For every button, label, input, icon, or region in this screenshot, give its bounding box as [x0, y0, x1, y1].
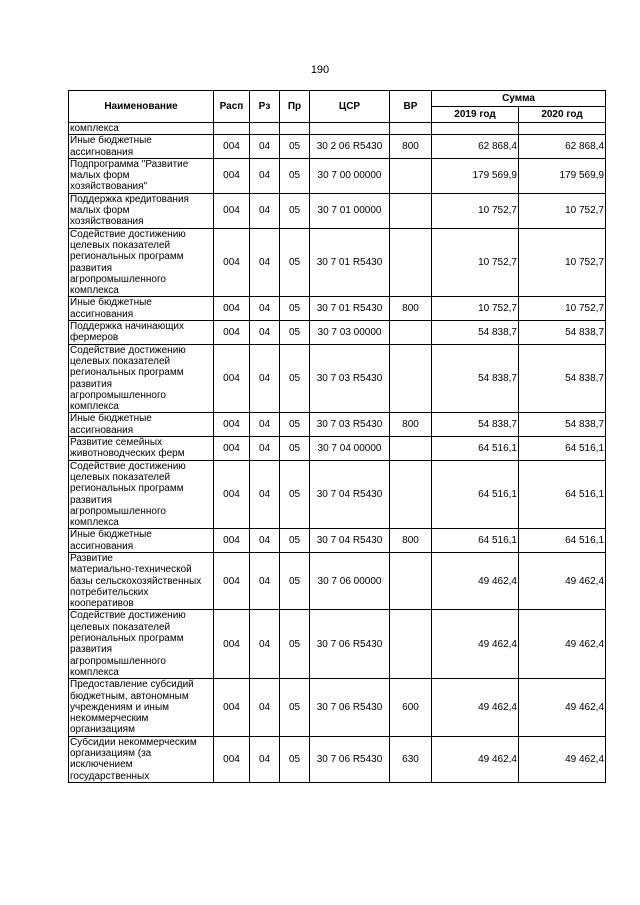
- cell-name: Развитие материально-технической базы сельскохозяйственных потребительских кооперативов: [69, 552, 214, 609]
- table-row: [69, 679, 606, 736]
- cell-csr: 30 7 06 R5430: [310, 736, 390, 782]
- cell-name: Поддержка начинающих фермеров: [69, 321, 214, 345]
- cell-rz: 04: [250, 297, 280, 321]
- cell-csr: [310, 123, 390, 135]
- cell-2019: 49 462,4: [432, 552, 519, 609]
- cell-rasp: 004: [214, 344, 250, 413]
- cell-2019: 62 868,4: [432, 135, 519, 159]
- cell-rz: 04: [250, 610, 280, 679]
- cell-2020: 54 838,7: [519, 413, 606, 437]
- cell-csr: 30 2 06 R5430: [310, 135, 390, 159]
- cell-2020: 64 516,1: [519, 460, 606, 529]
- header-2019: 2019 год: [432, 107, 519, 123]
- cell-2019: 49 462,4: [432, 736, 519, 782]
- cell-rz: 04: [250, 158, 280, 193]
- cell-name: Подпрограмма "Развитие малых форм хозяйствования": [69, 158, 214, 193]
- cell-csr: 30 7 01 R5430: [310, 228, 390, 297]
- cell-vr: [390, 437, 432, 461]
- header-name: Наименование: [69, 91, 214, 123]
- cell-2019: 64 516,1: [432, 437, 519, 461]
- table-row: [69, 736, 606, 782]
- cell-2020: 179 569,9: [519, 158, 606, 193]
- cell-pr: 05: [280, 437, 310, 461]
- cell-pr: 05: [280, 529, 310, 553]
- cell-name: Иные бюджетные ассигнования: [69, 413, 214, 437]
- cell-pr: 05: [280, 158, 310, 193]
- cell-2020: 10 752,7: [519, 193, 606, 228]
- cell-vr: 600: [390, 679, 432, 736]
- cell-rasp: 004: [214, 529, 250, 553]
- cell-pr: 05: [280, 610, 310, 679]
- cell-pr: 05: [280, 460, 310, 529]
- cell-2020: 49 462,4: [519, 679, 606, 736]
- cell-2020: 64 516,1: [519, 529, 606, 553]
- cell-vr: 800: [390, 297, 432, 321]
- cell-2019: [432, 123, 519, 135]
- cell-vr: 800: [390, 529, 432, 553]
- cell-pr: 05: [280, 228, 310, 297]
- cell-2019: 10 752,7: [432, 297, 519, 321]
- cell-rz: 04: [250, 529, 280, 553]
- cell-vr: [390, 552, 432, 609]
- cell-rasp: 004: [214, 413, 250, 437]
- cell-vr: 800: [390, 135, 432, 159]
- cell-rasp: 004: [214, 321, 250, 345]
- cell-csr: 30 7 03 00000: [310, 321, 390, 345]
- cell-2019: 179 569,9: [432, 158, 519, 193]
- cell-rz: 04: [250, 321, 280, 345]
- table-row: [69, 158, 606, 193]
- cell-pr: [280, 123, 310, 135]
- cell-2020: [519, 123, 606, 135]
- table-row: [69, 529, 606, 553]
- cell-name: комплекса: [69, 123, 214, 135]
- cell-csr: 30 7 04 R5430: [310, 529, 390, 553]
- cell-2020: 49 462,4: [519, 736, 606, 782]
- cell-2020: 62 868,4: [519, 135, 606, 159]
- cell-name: Содействие достижению целевых показателей региональных программ развития агропромышленного комплекса: [69, 460, 214, 529]
- cell-csr: 30 7 01 00000: [310, 193, 390, 228]
- cell-rasp: 004: [214, 135, 250, 159]
- cell-rz: [250, 123, 280, 135]
- cell-pr: 05: [280, 344, 310, 413]
- cell-name: Содействие достижению целевых показателей региональных программ развития агропромышленного комплекса: [69, 610, 214, 679]
- cell-rz: 04: [250, 437, 280, 461]
- cell-vr: 800: [390, 413, 432, 437]
- cell-csr: 30 7 03 R5430: [310, 344, 390, 413]
- cell-rasp: 004: [214, 437, 250, 461]
- cell-rz: 04: [250, 135, 280, 159]
- cell-pr: 05: [280, 736, 310, 782]
- cell-rz: 04: [250, 413, 280, 437]
- cell-vr: [390, 123, 432, 135]
- cell-name: Развитие семейных животноводческих ферм: [69, 437, 214, 461]
- cell-rasp: 004: [214, 610, 250, 679]
- table-row: [69, 135, 606, 159]
- budget-table: [68, 90, 606, 783]
- header-sum: Сумма: [432, 91, 606, 107]
- cell-vr: [390, 158, 432, 193]
- cell-csr: 30 7 04 00000: [310, 437, 390, 461]
- page-number: 190: [310, 64, 330, 76]
- cell-rz: 04: [250, 736, 280, 782]
- cell-vr: [390, 460, 432, 529]
- cell-name: Иные бюджетные ассигнования: [69, 529, 214, 553]
- cell-csr: 30 7 06 R5430: [310, 610, 390, 679]
- cell-2020: 10 752,7: [519, 297, 606, 321]
- cell-rasp: 004: [214, 552, 250, 609]
- table-body: [69, 123, 606, 783]
- cell-2019: 64 516,1: [432, 529, 519, 553]
- cell-2019: 54 838,7: [432, 344, 519, 413]
- table-row: [69, 437, 606, 461]
- table-row: [69, 193, 606, 228]
- cell-2020: 49 462,4: [519, 610, 606, 679]
- table-row: [69, 552, 606, 609]
- cell-vr: [390, 344, 432, 413]
- cell-2019: 49 462,4: [432, 610, 519, 679]
- cell-csr: 30 7 00 00000: [310, 158, 390, 193]
- cell-rz: 04: [250, 344, 280, 413]
- cell-rasp: 004: [214, 158, 250, 193]
- cell-pr: 05: [280, 552, 310, 609]
- cell-name: Содействие достижению целевых показателей региональных программ развития агропромышленного комплекса: [69, 344, 214, 413]
- header-pr: Пр: [280, 91, 310, 123]
- cell-rasp: 004: [214, 297, 250, 321]
- table-row: [69, 228, 606, 297]
- header-2020: 2020 год: [519, 107, 606, 123]
- cell-rz: 04: [250, 193, 280, 228]
- cell-rasp: 004: [214, 193, 250, 228]
- cell-vr: 630: [390, 736, 432, 782]
- table-row: [69, 610, 606, 679]
- cell-2019: 54 838,7: [432, 413, 519, 437]
- cell-pr: 05: [280, 135, 310, 159]
- table-row: [69, 297, 606, 321]
- cell-2019: 10 752,7: [432, 228, 519, 297]
- cell-csr: 30 7 06 00000: [310, 552, 390, 609]
- cell-vr: [390, 193, 432, 228]
- table-row: [69, 123, 606, 135]
- cell-name: Иные бюджетные ассигнования: [69, 135, 214, 159]
- cell-rasp: 004: [214, 679, 250, 736]
- cell-2020: 64 516,1: [519, 437, 606, 461]
- cell-csr: 30 7 01 R5430: [310, 297, 390, 321]
- cell-pr: 05: [280, 679, 310, 736]
- cell-pr: 05: [280, 193, 310, 228]
- cell-name: Иные бюджетные ассигнования: [69, 297, 214, 321]
- cell-name: Содействие достижению целевых показателей региональных программ развития агропромышленного комплекса: [69, 228, 214, 297]
- cell-name: Субсидии некоммерческим организациям (за исключением государственных: [69, 736, 214, 782]
- header-csr: ЦСР: [310, 91, 390, 123]
- cell-2019: 54 838,7: [432, 321, 519, 345]
- table-row: [69, 460, 606, 529]
- cell-2020: 49 462,4: [519, 552, 606, 609]
- cell-vr: [390, 321, 432, 345]
- cell-rz: 04: [250, 679, 280, 736]
- header-rz: Рз: [250, 91, 280, 123]
- cell-csr: 30 7 04 R5430: [310, 460, 390, 529]
- table-row: [69, 413, 606, 437]
- table-row: [69, 344, 606, 413]
- cell-2020: 54 838,7: [519, 321, 606, 345]
- cell-name: Поддержка кредитования малых форм хозяйствования: [69, 193, 214, 228]
- cell-pr: 05: [280, 321, 310, 345]
- cell-2020: 54 838,7: [519, 344, 606, 413]
- cell-rasp: 004: [214, 460, 250, 529]
- cell-rasp: 004: [214, 736, 250, 782]
- cell-2019: 49 462,4: [432, 679, 519, 736]
- cell-name: Предоставление субсидий бюджетным, автономным учреждениям и иным некоммерческим организациям: [69, 679, 214, 736]
- cell-vr: [390, 228, 432, 297]
- cell-rz: 04: [250, 228, 280, 297]
- cell-2020: 10 752,7: [519, 228, 606, 297]
- cell-pr: 05: [280, 413, 310, 437]
- cell-rasp: 004: [214, 228, 250, 297]
- table-row: [69, 321, 606, 345]
- cell-2019: 10 752,7: [432, 193, 519, 228]
- header-vr: ВР: [390, 91, 432, 123]
- cell-vr: [390, 610, 432, 679]
- cell-rz: 04: [250, 460, 280, 529]
- header-rasp: Расп: [214, 91, 250, 123]
- cell-2019: 64 516,1: [432, 460, 519, 529]
- cell-rz: 04: [250, 552, 280, 609]
- cell-csr: 30 7 03 R5430: [310, 413, 390, 437]
- cell-csr: 30 7 06 R5430: [310, 679, 390, 736]
- cell-rasp: [214, 123, 250, 135]
- cell-pr: 05: [280, 297, 310, 321]
